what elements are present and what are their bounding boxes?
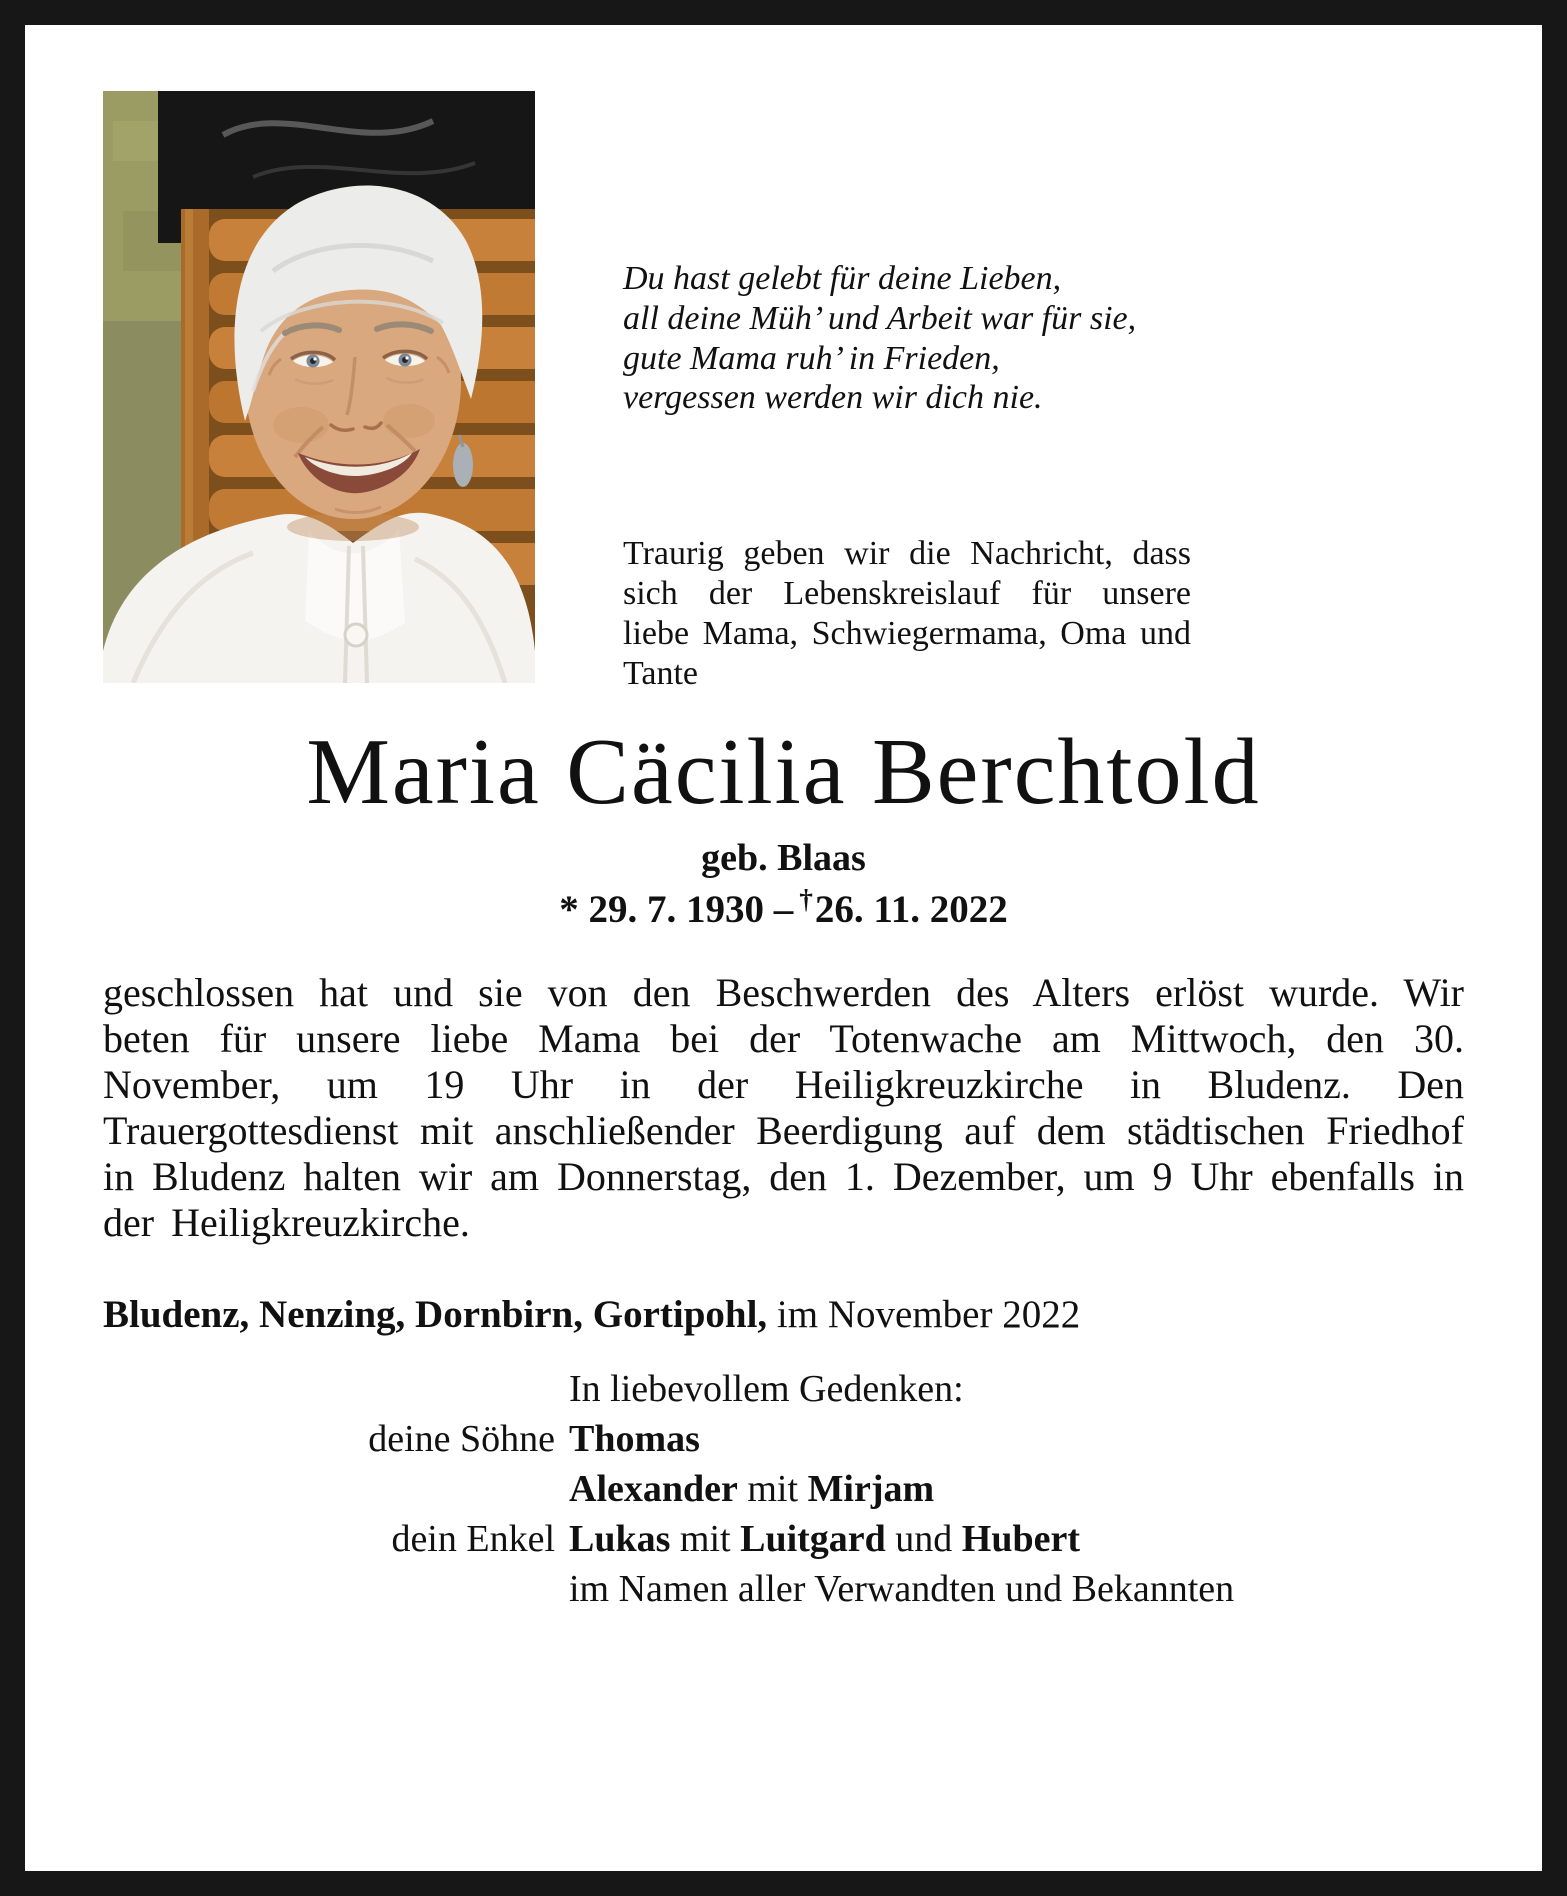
poem-line-3: gute Mama ruh’ in Frieden, [623, 339, 1000, 377]
conjunction: mit [747, 1468, 799, 1511]
portrait-illustration [103, 91, 535, 683]
top-section [103, 91, 1464, 695]
mourner-name: Lukas [569, 1517, 671, 1560]
poem-line-2: all deine Müh’ und Arbeit war für sie, [623, 299, 1137, 337]
memorial-label-grandson: dein Enkel [391, 1517, 555, 1560]
memorial-row-grandson [569, 1517, 1464, 1562]
obituary-content [25, 91, 1542, 1896]
right-column [623, 91, 1191, 695]
memorial-row-sons [569, 1417, 1464, 1462]
conjunction: mit [679, 1517, 731, 1560]
memorial-label-spacer [103, 1467, 555, 1512]
mourner-name: Hubert [961, 1517, 1081, 1560]
memorial-heading: In liebevollem Gedenken: [569, 1368, 964, 1411]
mourner-name: Alexander [569, 1468, 738, 1511]
memorial-row-son2 [569, 1467, 1464, 1512]
mourner-name: Thomas [569, 1418, 700, 1461]
places-date: im November 2022 [776, 1293, 1081, 1337]
death-date: 26. 11. 2022 [814, 888, 1008, 932]
intro-text: Traurig geben wir die Nachricht, dass sich der Lebenskreislauf für unsere liebe Mama, Schwiegermama, Oma und Tante [623, 535, 1191, 693]
poem-line-4: vergessen werden wir dich nie. [623, 379, 1043, 417]
conjunction: und [895, 1517, 953, 1560]
dagger-icon: † [799, 884, 813, 915]
deceased-name: Maria Cäcilia Berchtold [306, 719, 1261, 824]
maiden-name: geb. Blaas [701, 837, 866, 880]
memorial-section [103, 1367, 1464, 1611]
memorial-label-spacer [103, 1367, 555, 1412]
places-line [103, 1292, 1464, 1337]
memorial-footer: im Namen aller Verwandten und Bekannten [569, 1567, 1235, 1610]
announcement-text: geschlossen hat und sie von den Beschwerden des Alters erlöst wurde. Wir beten für unsere liebe Mama bei der Totenwache am Mittwoch, den 30. November, um 19 Uhr in der Heiligkreuzkirche in Bludenz. Den Trauergottesdienst mit anschließender Beerdigung auf dem städtischen Friedhof in Bludenz halten wir am Donnerstag, den 1. Dezember, um 9 Uhr ebenfalls in der Heiligkreuzkirche. [103, 970, 1464, 1246]
memorial-label-spacer [103, 1567, 555, 1612]
memorial-label-sons: deine Söhne [368, 1418, 555, 1461]
life-dates [103, 884, 1464, 932]
mourner-name: Luitgard [740, 1517, 886, 1560]
places-cities: Bludenz, Nenzing, Dornbirn, Gortipohl, [103, 1293, 768, 1337]
mourner-name: Mirjam [807, 1468, 935, 1511]
birth-date: * 29. 7. 1930 – [559, 888, 794, 932]
poem-line-1: Du hast gelebt für deine Lieben, [623, 260, 1062, 297]
portrait-photo [103, 91, 535, 683]
memorial-poem [623, 259, 1191, 418]
